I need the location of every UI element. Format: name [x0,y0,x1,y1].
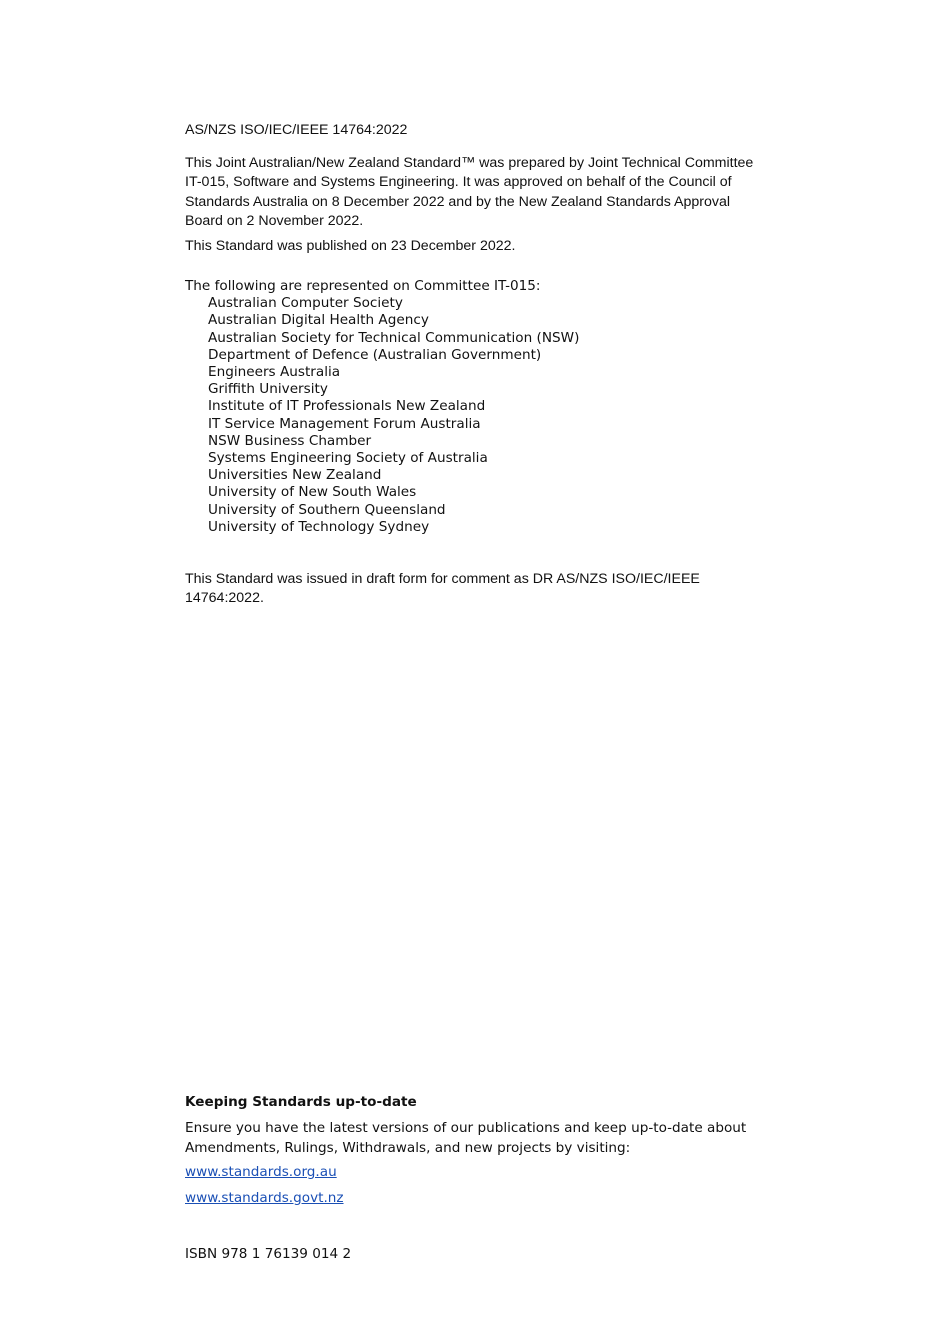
committee-member: University of Technology Sydney [208,518,430,535]
standards-nz-link[interactable]: www.standards.govt.nz [185,1190,344,1206]
keeping-up-to-date-heading: Keeping Standards up-to-date [185,1094,417,1110]
committee-intro: The following are represented on Committee IT-015: [185,278,541,294]
committee-member: Department of Defence (Australian Government) [208,346,542,363]
standard-designation: AS/NZS ISO/IEC/IEEE 14764:2022 [185,122,408,138]
committee-member: Engineers Australia [208,364,341,381]
committee-member: University of Southern Queensland [208,501,446,518]
standards-australia-link[interactable]: www.standards.org.au [185,1164,337,1180]
approval-paragraph: This Joint Australian/New Zealand Standard™ was prepared by Joint Technical Committee IT-015, Software and Systems Engineering. It was approved on behalf of the Council of Standards Australia on 8 December 2022 and by the New Zealand Standards Approval Board on 2 November 2022. [185,155,754,230]
committee-member: IT Service Management Forum Australia [208,415,481,432]
keeping-up-to-date-body: Ensure you have the latest versions of our publications and keep up-to-date about Amendments, Rulings, Withdrawals, and new projects by visiting: [185,1120,747,1156]
committee-member: Griffith University [208,381,328,398]
publication-line: This Standard was published on 23 December 2022. [185,238,516,254]
committee-member: Systems Engineering Society of Australia [208,450,488,467]
draft-note: This Standard was issued in draft form for comment as DR AS/NZS ISO/IEC/IEEE 14764:2022. [185,571,700,607]
committee-member: Institute of IT Professionals New Zealand [208,398,486,415]
committee-section [185,278,579,536]
isbn: ISBN 978 1 76139 014 2 [185,1246,352,1262]
committee-member: NSW Business Chamber [208,432,372,449]
committee-member: Australian Digital Health Agency [208,312,429,329]
committee-member: Australian Computer Society [208,295,403,312]
committee-member: Australian Society for Technical Communication (NSW) [208,329,580,346]
committee-member: University of New South Wales [208,484,417,501]
committee-member-list [185,295,579,536]
committee-member: Universities New Zealand [208,467,382,484]
